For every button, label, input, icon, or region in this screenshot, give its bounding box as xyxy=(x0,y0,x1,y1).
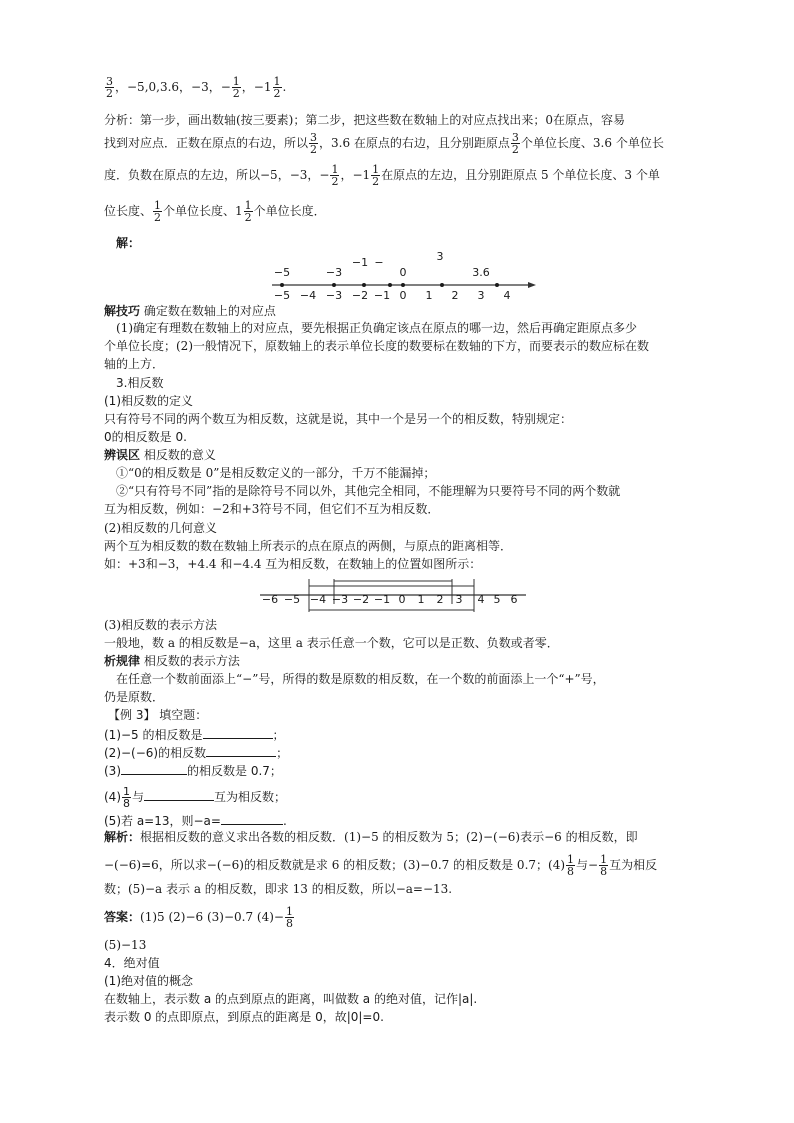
analysis-line-2: 找到对应点．正数在原点的右边，所以 $\frac{3}{2}$ ，3.6 在原点的右边，且分别距原点 $\frac{3}{2}$ 个单位长度、3.6 个单位长 xyxy=(104,131,664,156)
fraction-1-8: $\frac{1}{8}$ xyxy=(567,853,575,878)
repr-line-1: 一般地，数 a 的相反数是−a，这里 a 表示任意一个数，它可以是正数、负数或者零． xyxy=(104,636,559,650)
rule-heading: 析规律 相反数的表示方法 xyxy=(104,654,240,668)
question-2: (2)−(−6)的相反数 ； xyxy=(104,746,289,760)
section-4-title: 4．绝对值 xyxy=(104,956,160,970)
rule-line-1: 在任意一个数前面添上“−”号，所得的数是原数的相反数，在一个数的前面添上一个“+”号， xyxy=(116,672,605,686)
tick-label: 4 xyxy=(503,289,511,302)
section-4-sub-1: (1)绝对值的概念 xyxy=(104,974,193,988)
fraction-1-8: $\frac{1}{8}$ xyxy=(285,905,293,930)
label-3-6: 3.6 xyxy=(472,266,490,279)
label-minus-3: −3 xyxy=(325,266,343,279)
error-line-1: ①“0的相反数是 0”是相反数定义的一部分，千万不能漏掉； xyxy=(116,466,436,480)
geo-line-1: 两个互为相反数的数在数轴上所表示的点在原点的两侧，与原点的距离相等． xyxy=(104,539,513,553)
tip-line-2: 个单位长度；(2)一般情况下，原数轴上的表示单位长度的数要标在数轴的下方，而要表示的数应标在数 xyxy=(104,339,650,353)
section-3-title: 3.相反数 xyxy=(116,376,164,390)
label-three-halves: 3 xyxy=(436,250,444,263)
number-line-1 xyxy=(272,248,542,304)
tick-label: 1 xyxy=(425,289,433,302)
analysis-line-4: 位长度、 $\frac{1}{2}$ 个单位长度、1 $\frac{1}{2}$ 个单位长度． xyxy=(104,199,326,224)
tick-label: 6 xyxy=(510,593,518,606)
error-line-2: ②“只有符号不同”指的是除符号不同以外，其他完全相同，不能理解为只要符号不同的两个数就 xyxy=(116,484,621,498)
example-title: 【例 3】 填空题： xyxy=(108,708,208,722)
tick-label: −5 xyxy=(273,289,291,302)
point-minus-3 xyxy=(332,283,336,287)
analysis-line-1: 分析：第一步，画出数轴(按三要素)；第二步，把这些数在数轴上的对应点找出来；0在原点，容易 xyxy=(104,113,626,127)
section-4-line-2: 表示数 0 的点即原点，到原点的距离是 0，故|0|=0. xyxy=(104,1010,384,1024)
tick-label: −5 xyxy=(283,593,301,606)
rule-line-2: 仍是原数． xyxy=(104,690,165,704)
point-minus-1-5 xyxy=(362,283,366,287)
tick-label: −6 xyxy=(261,593,279,606)
fraction-1-8: $\frac{1}{8}$ xyxy=(600,853,608,878)
solution-label: 解： xyxy=(116,236,141,250)
fraction-1-8: $\frac{1}{8}$ xyxy=(123,785,130,810)
tick-label: −4 xyxy=(309,593,327,606)
tick-label: 3 xyxy=(455,593,463,606)
definition-line-2: 0的相反数是 0. xyxy=(104,430,187,444)
repr-title: (3)相反数的表示方法 xyxy=(104,618,217,632)
answer-blank xyxy=(121,762,187,775)
answer-blank xyxy=(221,812,283,825)
fraction-1-2: $\frac{1}{2}$ xyxy=(372,163,380,188)
axis-arrow-icon xyxy=(528,282,536,288)
answer-line-2: (5)−13 xyxy=(104,938,147,952)
question-3: (3) 的相反数是 0.7； xyxy=(104,764,282,778)
tick-label: 5 xyxy=(493,593,501,606)
tick-label: −4 xyxy=(299,289,317,302)
tip-heading: 解技巧 确定数在数轴上的对应点 xyxy=(104,304,276,318)
tip-line-3: 轴的上方． xyxy=(104,357,165,371)
answer-blank xyxy=(206,744,276,757)
analysis-line-3: 度．负数在原点的左边，所以−5，−3，− $\frac{1}{2}$ ，−1 $\frac{1}{2}$ 在原点的左边，且分别距原点 5 个单位长度、3 个单 xyxy=(104,163,660,188)
tick-label: −1 xyxy=(373,593,391,606)
tick-label: 1 xyxy=(417,593,425,606)
label-minus-1: −1 xyxy=(351,256,369,269)
question-4: (4) $\frac{1}{8}$ 与 互为相反数； xyxy=(104,785,287,810)
analysis2-line-2: −(−6)=6，所以求−(−6)的相反数就是求 6 的相反数；(3)−0.7 的相反数是 0.7；(4) $\frac{1}{8}$ 与− $\frac{1}{8}$ 互为相反 xyxy=(104,853,658,878)
definition-line-1: 只有符号不同的两个数互为相反数，这就是说，其中一个是另一个的相反数，特别规定： xyxy=(104,412,573,426)
tick-label: −2 xyxy=(352,593,370,606)
tick-label: −1 xyxy=(373,289,391,302)
error-line-3: 互为相反数，例如：−2和+3符号不同，但它们不互为相反数． xyxy=(104,502,440,516)
fraction-1-2: $\frac{1}{2}$ xyxy=(154,199,162,224)
tick-label: 2 xyxy=(451,289,459,302)
point-1-5 xyxy=(440,283,444,287)
tip-line-1: (1)确定有理数在数轴上的对应点，要先根据正负确定该点在原点的哪一边，然后再确定距原点多少 xyxy=(116,321,638,335)
tick-label: 0 xyxy=(398,593,406,606)
section-4-line-1: 在数轴上，表示数 a 的点到原点的距离，叫做数 a 的绝对值，记作|a|. xyxy=(104,992,478,1006)
point-3-6 xyxy=(495,283,499,287)
geo-title: (2)相反数的几何意义 xyxy=(104,521,217,535)
fraction-1-2: $\frac{1}{2}$ xyxy=(232,75,240,100)
question-1: (1)−5 的相反数是 ； xyxy=(104,728,285,742)
fraction-1-2: $\frac{1}{2}$ xyxy=(244,199,252,224)
tick-label: −3 xyxy=(331,593,349,606)
answer-line-1: 答案：(1)5 (2)−6 (3)−0.7 (4)− $\frac{1}{8}$ xyxy=(104,905,293,930)
fraction-1-2: $\frac{1}{2}$ xyxy=(331,163,339,188)
geo-line-2: 如：+3和−3，+4.4 和−4.4 互为相反数，在数轴上的位置如图所示： xyxy=(104,557,482,571)
tick-label: 4 xyxy=(477,593,485,606)
answer-blank xyxy=(203,726,273,739)
section-3-sub-1: (1)相反数的定义 xyxy=(104,394,193,408)
tick-label: 2 xyxy=(436,593,444,606)
number-line-2 xyxy=(256,574,532,612)
analysis2-line-1: 解析：根据相反数的意义求出各数的相反数．(1)−5 的相反数为 5；(2)−(−6)表示−6 的相反数，即 xyxy=(104,830,638,844)
point-minus-half xyxy=(388,283,392,287)
fraction-3-2: $\frac{3}{2}$ xyxy=(106,75,113,100)
fraction-1-2: $\frac{1}{2}$ xyxy=(273,75,281,100)
label-minus-half: − xyxy=(374,256,384,269)
error-heading: 辨误区 相反数的意义 xyxy=(104,448,216,462)
point-minus-5 xyxy=(280,283,284,287)
label-minus-5: −5 xyxy=(273,266,291,279)
number-list: $\frac{3}{2}$ ，−5,0,3.6，−3，− $\frac{1}{2}$ ，−1 $\frac{1}{2}$ . xyxy=(106,75,287,100)
tick-label: −2 xyxy=(351,289,369,302)
question-5: (5)若 a=13，则−a= . xyxy=(104,814,287,828)
tick-label: 3 xyxy=(477,289,485,302)
label-zero: 0 xyxy=(399,266,407,279)
answer-blank xyxy=(144,788,214,801)
fraction-3-2: $\frac{3}{2}$ xyxy=(310,131,318,156)
point-zero xyxy=(401,283,405,287)
tick-label: −3 xyxy=(325,289,343,302)
tick-label: 0 xyxy=(399,289,407,302)
fraction-3-2: $\frac{3}{2}$ xyxy=(511,131,519,156)
analysis2-line-3: 数；(5)−a 表示 a 的相反数，即求 13 的相反数，所以−a=−13. xyxy=(104,882,453,896)
